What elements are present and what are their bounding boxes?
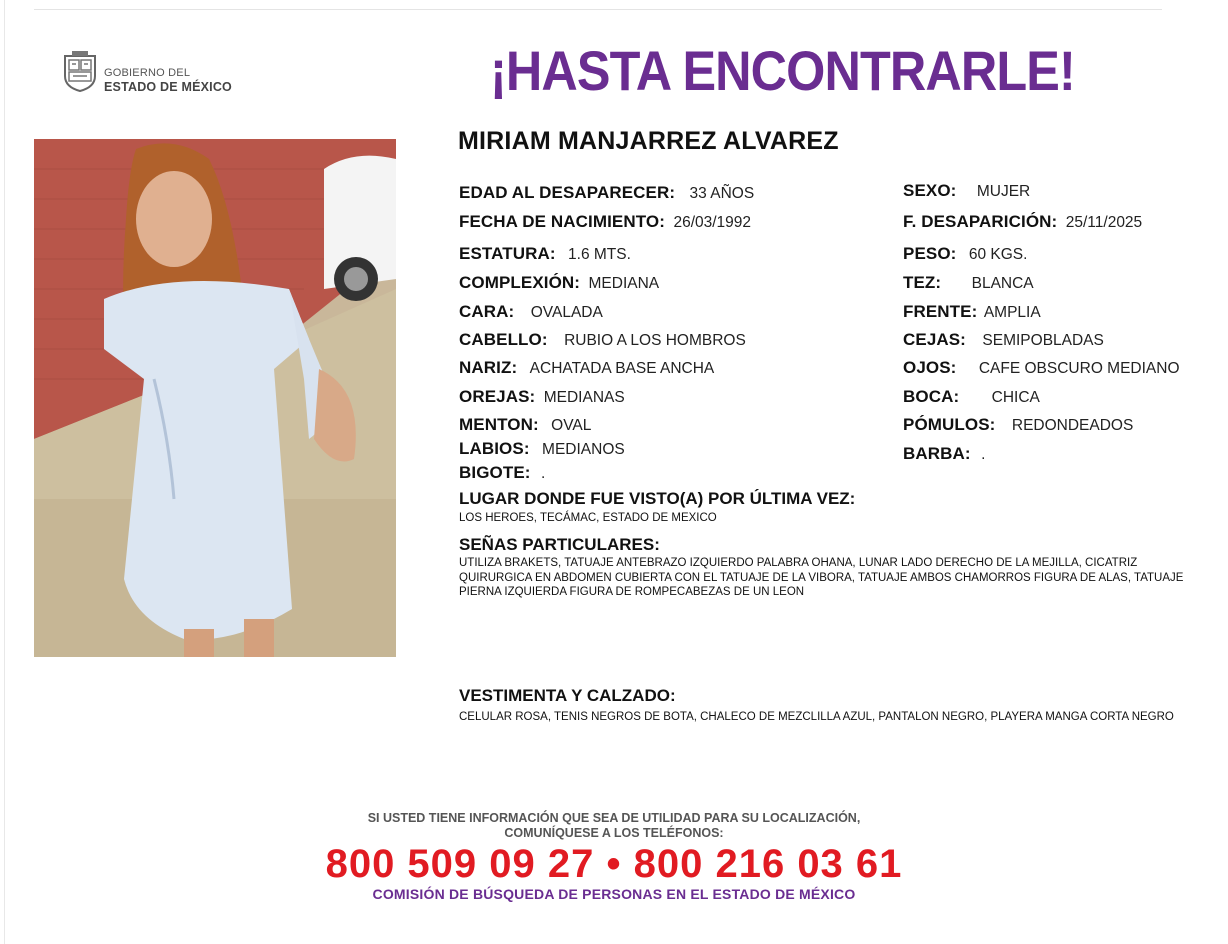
government-logo — [62, 50, 262, 96]
missing-person-photo — [34, 139, 396, 657]
field-label: BIGOTE: — [459, 463, 531, 482]
field-edad — [459, 183, 754, 203]
field-value: 26/03/1992 — [673, 214, 752, 231]
field-value: OVAL — [551, 417, 592, 434]
field-ojos — [903, 358, 1180, 378]
field-label: COMPLEXIÓN: — [459, 273, 581, 292]
field-value: MUJER — [976, 183, 1031, 200]
field-value: SEMIPOBLADAS — [982, 332, 1104, 349]
field-complexion — [459, 273, 659, 293]
field-label: CARA: — [459, 302, 515, 321]
commission-name: COMISIÓN DE BÚSQUEDA DE PERSONAS EN EL ESTADO DE MÉXICO — [372, 886, 856, 902]
clothing-title: VESTIMENTA Y CALZADO: — [459, 686, 676, 705]
field-cara — [459, 302, 603, 322]
field-boca — [903, 387, 1040, 407]
field-menton — [459, 415, 591, 435]
field-value: MEDIANOS — [542, 441, 625, 458]
field-value: AMPLIA — [983, 304, 1041, 321]
headline: ¡HASTA ENCONTRARLE! — [490, 39, 1075, 102]
field-tez — [903, 273, 1034, 293]
field-label: ESTATURA: — [459, 244, 556, 263]
field-value: RUBIO A LOS HOMBROS — [564, 332, 746, 349]
clothing-text: CELULAR ROSA, TENIS NEGROS DE BOTA, CHALECO DE MEZCLILLA AZUL, PANTALON NEGRO, PLAYERA MANGA CORTA NEGRO — [459, 711, 1174, 723]
field-label: BOCA: — [903, 387, 960, 406]
field-label: SEXO: — [903, 181, 957, 200]
top-rule — [34, 9, 1162, 10]
field-value: CAFE OBSCURO MEDIANO — [978, 360, 1180, 377]
logo-text-line1: GOBIERNO DEL — [104, 67, 191, 79]
field-label: OJOS: — [903, 358, 957, 377]
field-label: FRENTE: — [903, 302, 978, 321]
field-value: REDONDEADOS — [1011, 417, 1134, 434]
field-value: MEDIANAS — [543, 389, 625, 406]
field-label: CABELLO: — [459, 330, 548, 349]
field-value: MEDIANA — [588, 275, 660, 292]
field-value: ACHATADA BASE ANCHA — [529, 360, 715, 377]
field-label: OREJAS: — [459, 387, 536, 406]
contact-instructions — [0, 811, 1228, 841]
state-seal-icon — [62, 50, 98, 92]
field-nariz — [459, 358, 714, 378]
field-estatura — [459, 244, 631, 264]
field-frente — [903, 302, 1041, 322]
field-labios — [459, 439, 625, 459]
left-rule — [4, 0, 5, 944]
logo-text-line2: ESTADO DE MÉXICO — [104, 80, 232, 94]
field-value: CHICA — [991, 389, 1040, 406]
field-label: PÓMULOS: — [903, 415, 996, 434]
field-bigote — [459, 463, 545, 483]
field-cejas — [903, 330, 1104, 350]
field-fecha-desaparicion — [903, 212, 1142, 232]
field-label: F. DESAPARICIÓN: — [903, 212, 1058, 231]
phone-numbers: 800 509 09 27 • 800 216 03 61 — [325, 842, 903, 886]
field-value: OVALADA — [530, 304, 603, 321]
field-value: 1.6 MTS. — [568, 246, 631, 263]
field-label: NARIZ: — [459, 358, 518, 377]
field-peso — [903, 244, 1027, 264]
field-cabello — [459, 330, 746, 350]
field-value: BLANCA — [971, 275, 1034, 292]
field-fecha-nacimiento — [459, 212, 751, 232]
field-sexo — [903, 181, 1030, 201]
last-seen-text: LOS HEROES, TECÁMAC, ESTADO DE MEXICO — [459, 512, 717, 524]
contact-line1: SI USTED TIENE INFORMACIÓN QUE SEA DE UTILIDAD PARA SU LOCALIZACIÓN, — [367, 811, 861, 825]
field-value: . — [540, 465, 546, 482]
field-label: TEZ: — [903, 273, 942, 292]
field-pomulos — [903, 415, 1133, 435]
last-seen-title: LUGAR DONDE FUE VISTO(A) POR ÚLTIMA VEZ: — [459, 489, 856, 508]
field-label: EDAD AL DESAPARECER: — [459, 183, 676, 202]
field-value: 33 AÑOS — [689, 185, 755, 202]
field-value: 60 KGS. — [968, 246, 1028, 263]
field-label: FECHA DE NACIMIENTO: — [459, 212, 665, 231]
field-orejas — [459, 387, 625, 407]
field-label: CEJAS: — [903, 330, 966, 349]
field-value: 25/11/2025 — [1065, 214, 1143, 231]
person-name: MIRIAM MANJARREZ ALVAREZ — [458, 127, 839, 155]
distinguishing-marks-title: SEÑAS PARTICULARES: — [459, 535, 660, 554]
field-label: MENTON: — [459, 415, 539, 434]
contact-line2: COMUNÍQUESE A LOS TELÉFONOS: — [504, 826, 724, 840]
field-barba — [903, 444, 985, 464]
field-label: PESO: — [903, 244, 957, 263]
field-value: . — [981, 446, 986, 463]
distinguishing-marks-text: UTILIZA BRAKETS, TATUAJE ANTEBRAZO IZQUIERDO PALABRA OHANA, LUNAR LADO DERECHO DE LA MEJILLA, CICATRIZ QUIRURGICA EN ABDOMEN CUBIERTA CON EL TATUAJE DE LA VIBORA, TATUAJE AMBOS CHAMORROS FIGURA DE ALAS, TATUAJE PIERNA IZQUIERDA FIGURA DE ROMPECABEZAS DE UN LEON — [459, 557, 1184, 598]
field-label: BARBA: — [903, 444, 971, 463]
field-label: LABIOS: — [459, 439, 530, 458]
